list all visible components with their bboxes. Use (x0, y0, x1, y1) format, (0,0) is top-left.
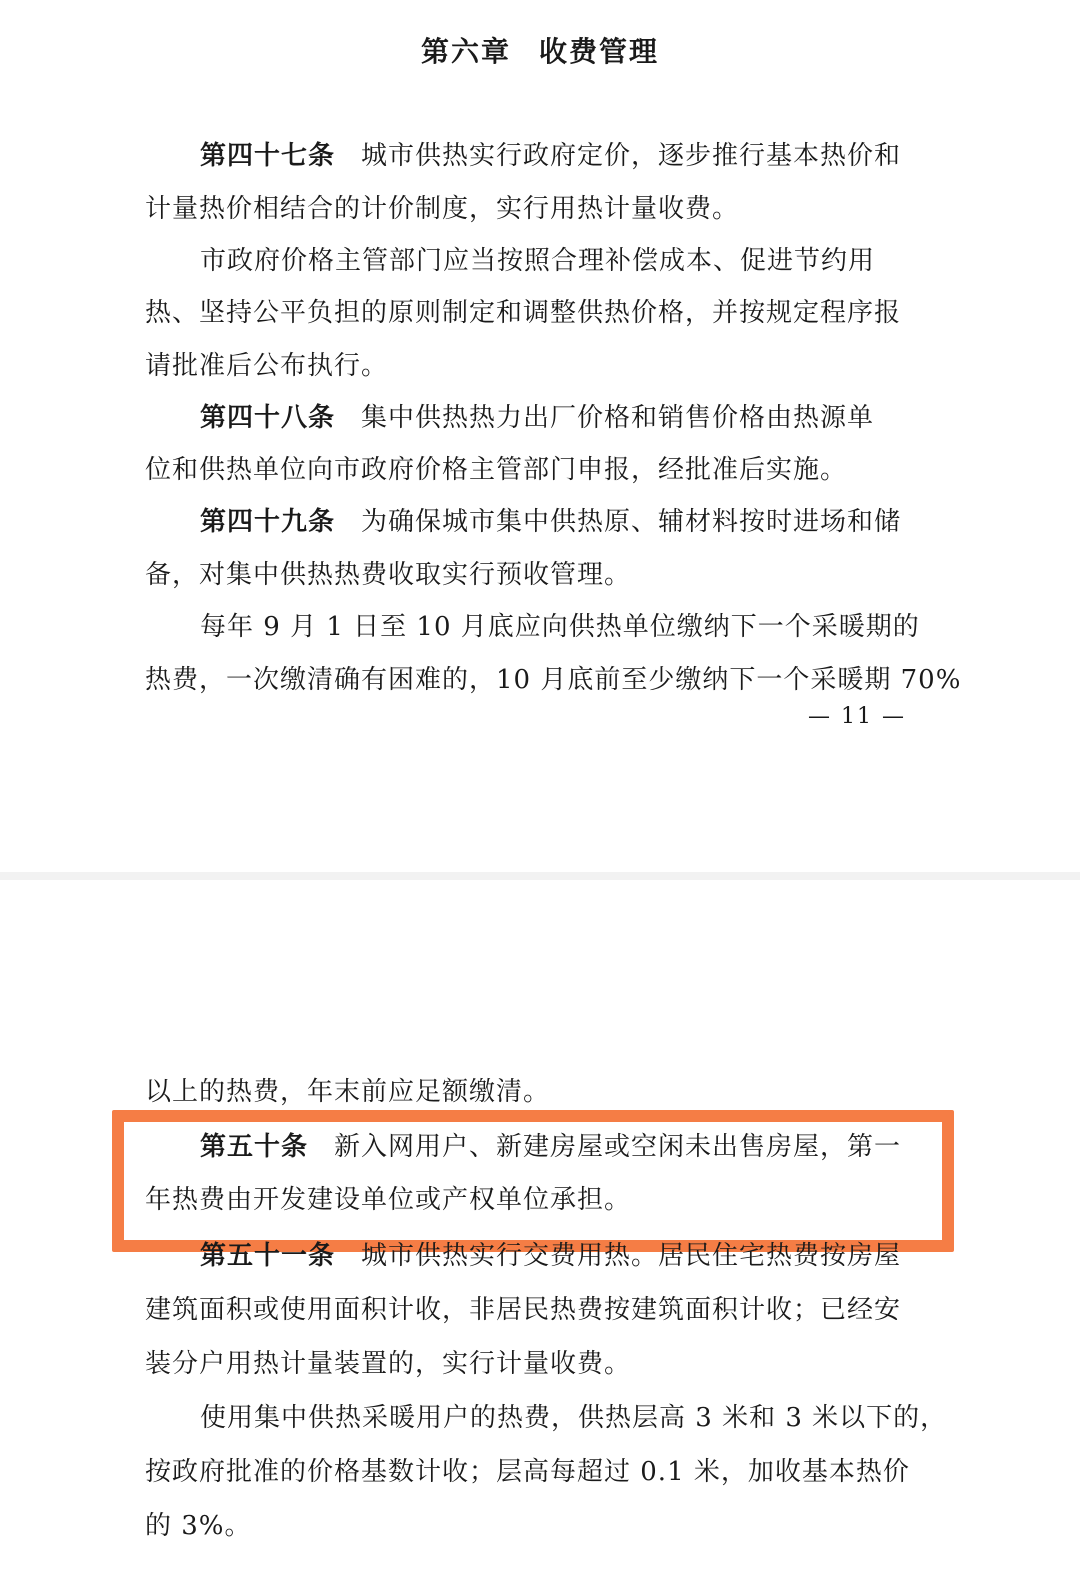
chapter-name: 收费管理 (539, 35, 660, 68)
article-50-line-1 (200, 1127, 945, 1167)
chapter-title (0, 30, 1080, 70)
article-51-line-2: 建筑面积或使用面积计收，非居民热费按建筑面积计收；已经安 (145, 1295, 902, 1325)
article-47-para2-line-1: 市政府价格主管部门应当按照合理补偿成本、促进节约用 (200, 246, 876, 276)
article-47-text-1: 城市供热实行政府定价，逐步推行基本热价和 (361, 141, 902, 171)
article-51-line-1 (200, 1236, 945, 1276)
article-49-para2-line-3: 以上的热费，年末前应足额缴清。 (145, 1077, 551, 1107)
article-51-para2-line-1: 使用集中供热采暖用户的热费，供热层高 3 米和 3 米以下的， (200, 1403, 948, 1433)
page-number: — 11 — (808, 704, 906, 729)
article-49-para2-line-1: 每年 9 月 1 日至 10 月底应向供热单位缴纳下一个采暖期的 (200, 612, 920, 642)
article-49-heading: 第四十九条 (200, 507, 336, 537)
article-48-heading: 第四十八条 (200, 403, 336, 433)
article-51-para2-line-2: 按政府批准的价格基数计收；层高每超过 0.1 米，加收基本热价 (145, 1457, 910, 1487)
page-separator (0, 872, 1080, 880)
article-47-heading: 第四十七条 (200, 141, 336, 171)
article-47-line-1 (200, 136, 945, 176)
article-49-para2-line-2: 热费，一次缴清确有困难的，10 月底前至少缴纳下一个采暖期 70% (145, 665, 962, 695)
article-47-line-2: 计量热价相结合的计价制度，实行用热计量收费。 (145, 194, 740, 224)
article-48-text-1: 集中供热热力出厂价格和销售价格由热源单 (361, 403, 875, 433)
article-51-line-3: 装分户用热计量装置的，实行计量收费。 (145, 1349, 632, 1379)
chapter-number: 第六章 (420, 35, 511, 68)
article-49-text-1: 为确保城市集中供热原、辅材料按时进场和储 (361, 507, 902, 537)
article-50-text-1: 新入网用户、新建房屋或空闲未出售房屋，第一 (334, 1132, 902, 1162)
article-50-line-2: 年热费由开发建设单位或产权单位承担。 (145, 1185, 632, 1215)
article-49-line-1 (200, 502, 945, 542)
article-48-line-1 (200, 398, 945, 438)
article-49-line-2: 备，对集中供热热费收取实行预收管理。 (145, 560, 632, 590)
article-51-heading: 第五十一条 (200, 1241, 336, 1271)
article-47-para2-line-3: 请批准后公布执行。 (145, 351, 389, 381)
article-48-line-2: 位和供热单位向市政府价格主管部门申报，经批准后实施。 (145, 455, 848, 485)
article-47-para2-line-2: 热、坚持公平负担的原则制定和调整供热价格，并按规定程序报 (145, 298, 902, 328)
article-51-para2-line-3: 的 3%。 (145, 1511, 252, 1541)
article-51-text-1: 城市供热实行交费用热。居民住宅热费按房屋 (361, 1241, 902, 1271)
article-50-heading: 第五十条 (200, 1132, 309, 1162)
